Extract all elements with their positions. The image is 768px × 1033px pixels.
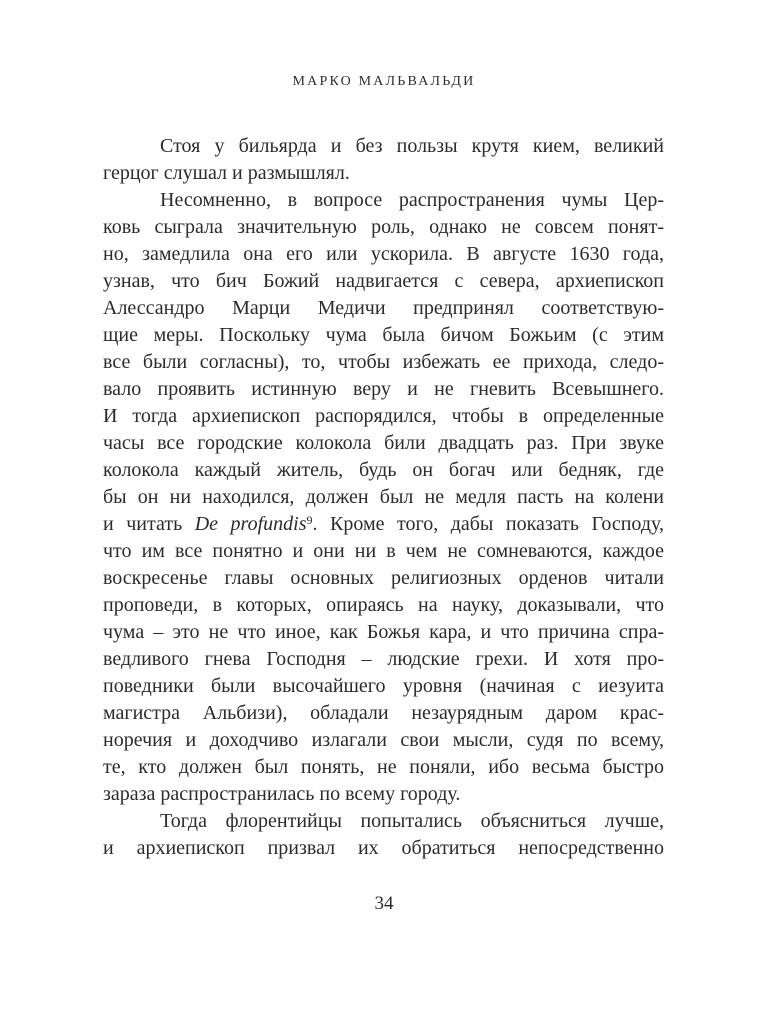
footnote-marker: 9 [306, 513, 313, 527]
text-line [103, 349, 664, 376]
text-line [103, 835, 664, 862]
text-segment: что им все понятно и они ни в чем не сомневаются, каждое [103, 540, 664, 562]
text-segment: все были согласны), то, чтобы избежать ее прихода, следо- [103, 351, 664, 373]
text-segment: Тогда флорентийцы попытались объясниться лучше, [160, 810, 664, 832]
text-segment: проповеди, в которых, опираясь на науку, доказывали, что [103, 594, 664, 616]
text-line [103, 268, 664, 295]
text-line [103, 322, 664, 349]
text-segment: норечия и доходчиво излагали свои мысли, судя по всему, [103, 729, 664, 751]
text-line [103, 133, 664, 160]
text-segment: . Кроме того, дабы показать Господу, [312, 513, 664, 535]
text-line [103, 295, 664, 322]
text-segment: зараза распространилась по всему городу. [103, 783, 461, 805]
text-segment: щие меры. Поскольку чума была бичом Божьим (с этим [103, 324, 664, 346]
text-segment: ведливого гнева Господня – людские грехи. И хотя про- [103, 648, 664, 670]
text-segment: поведники были высочайшего уровня (начиная с иезуита [103, 675, 664, 697]
text-line [103, 565, 664, 592]
text-segment: часы все городские колокола били двадцать раз. При звуке [103, 432, 664, 454]
text-line [103, 727, 664, 754]
text-line [103, 646, 664, 673]
text-segment: но, замедлила она его или ускорила. В августе 1630 года, [103, 243, 664, 265]
text-line [103, 673, 664, 700]
text-line [103, 781, 664, 808]
text-segment: бы он ни находился, должен был не медля пасть на колени [103, 486, 664, 508]
text-segment: Алессандро Марци Медичи предпринял соответствую- [103, 297, 664, 319]
text-segment: воскресенье главы основных религиозных орденов читали [103, 567, 664, 589]
text-line [103, 754, 664, 781]
text-line [103, 511, 664, 538]
text-line [103, 403, 664, 430]
text-segment: и архиепископ призвал их обратиться непосредственно [103, 837, 664, 859]
text-line [103, 214, 664, 241]
text-segment: ковь сыграла значительную роль, однако не совсем понят- [103, 216, 664, 238]
text-segment: Стоя у бильярда и без пользы крутя кием, великий [160, 135, 664, 157]
text-line [103, 160, 664, 187]
text-line [103, 808, 664, 835]
text-segment: магистра Альбизи), обладали незаурядным даром крас- [103, 702, 664, 724]
page-number: 34 [374, 893, 394, 914]
text-segment: те, кто должен был понять, не поняли, ибо весьма быстро [103, 756, 664, 778]
text-line [103, 619, 664, 646]
italic-phrase: De profundis [194, 513, 307, 535]
text-segment: узнав, что бич Божий надвигается с севера, архиепископ [103, 270, 664, 292]
text-line [103, 241, 664, 268]
text-line [103, 430, 664, 457]
text-segment: чума – это не что иное, как Божья кара, и что причина спра- [103, 621, 664, 643]
text-segment: колокола каждый житель, будь он богач или бедняк, где [103, 459, 664, 481]
text-line [103, 538, 664, 565]
text-segment: герцог слушал и размышлял. [103, 162, 350, 184]
text-segment: вало проявить истинную веру и не гневить Всевышнего. [103, 378, 664, 400]
text-line [103, 187, 664, 214]
text-line [103, 376, 664, 403]
text-line [103, 592, 664, 619]
text-segment: и читать [103, 513, 195, 535]
text-segment: И тогда архиепископ распорядился, чтобы в определенные [103, 405, 664, 427]
text-segment: Несомненно, в вопросе распространения чумы Цер- [160, 189, 664, 211]
text-line [103, 484, 664, 511]
body-text [103, 133, 664, 862]
running-header: МАРКО МАЛЬВАЛЬДИ [292, 74, 476, 89]
text-line [103, 700, 664, 727]
text-line [103, 457, 664, 484]
